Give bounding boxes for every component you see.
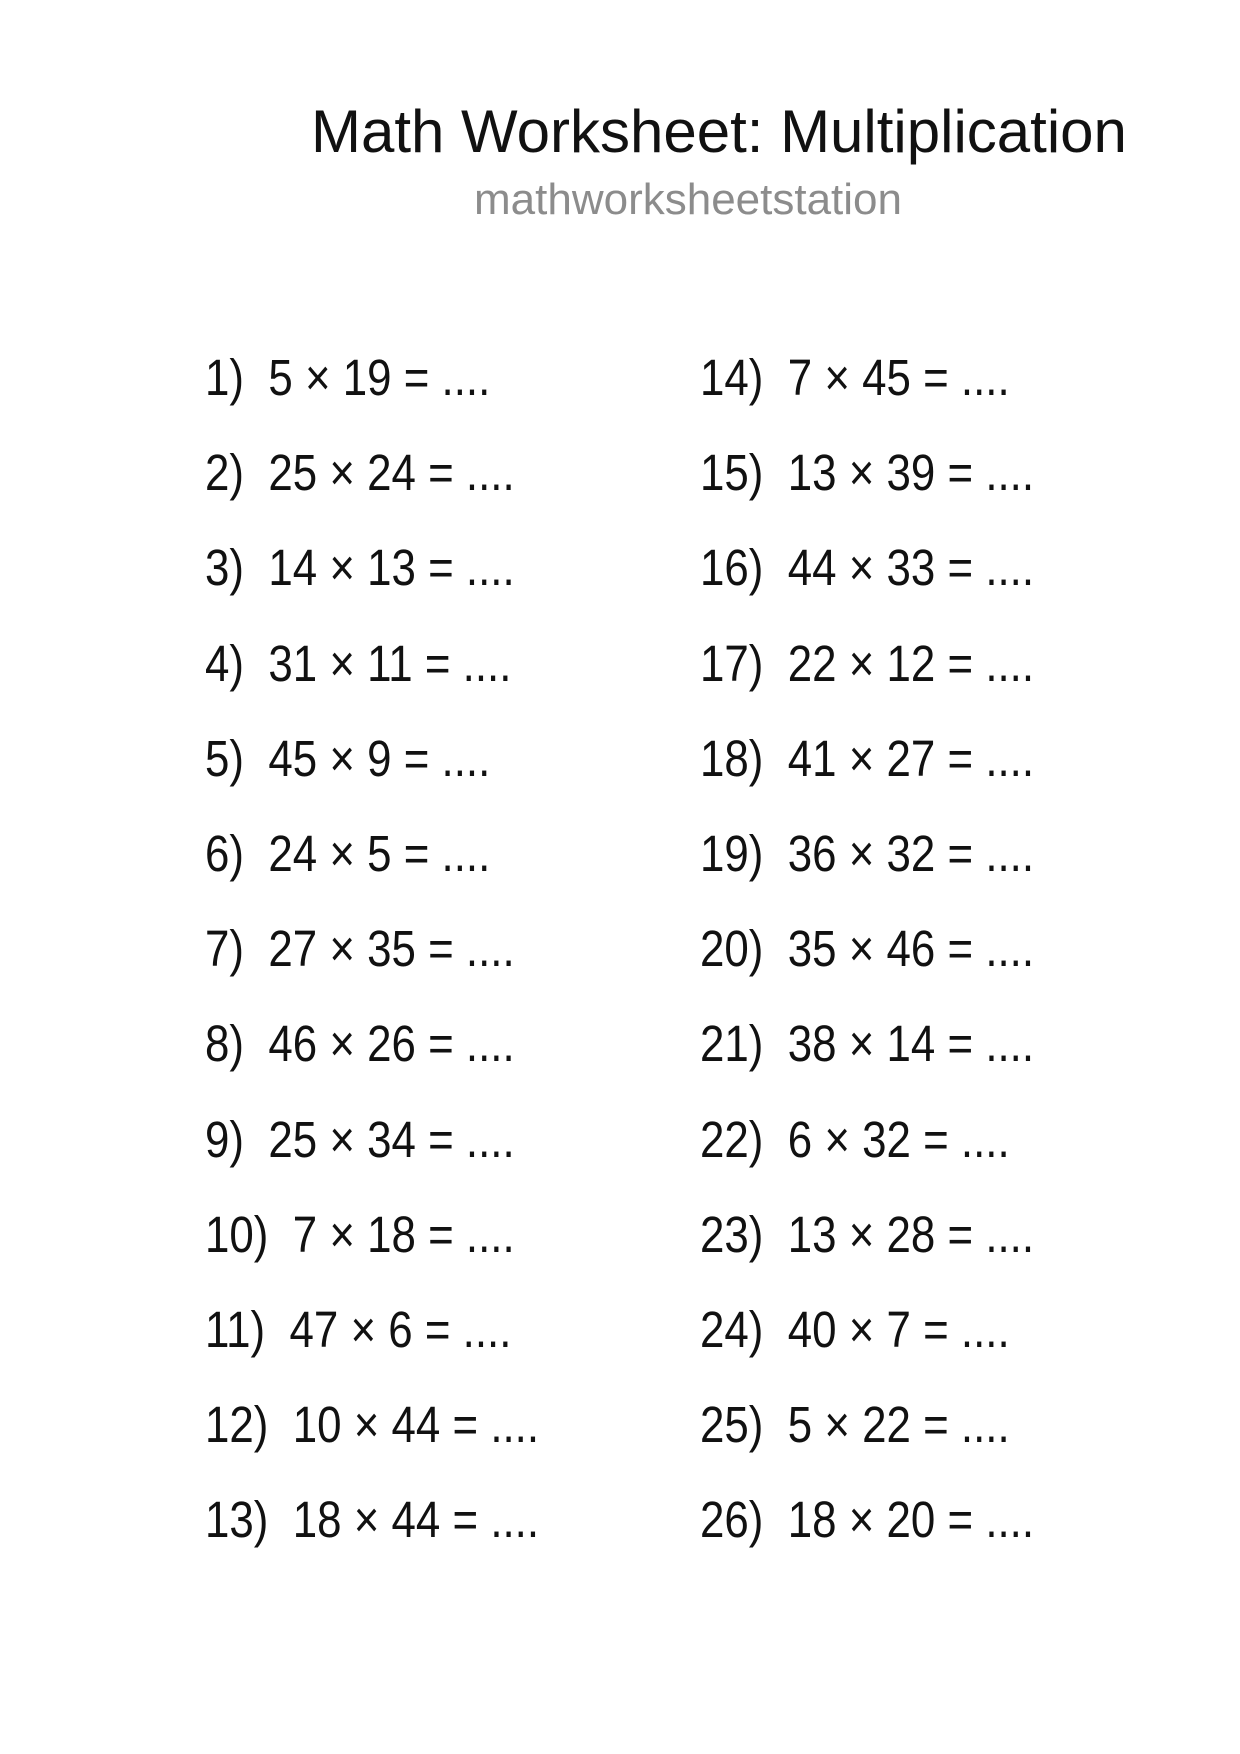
problem-expression: 31 × 11 = .... xyxy=(268,634,512,692)
problem-number: 4) xyxy=(205,634,245,692)
problem-expression: 6 × 32 = .... xyxy=(787,1110,1010,1168)
problem-number: 16) xyxy=(700,539,764,597)
problem-number: 2) xyxy=(205,444,245,502)
problem-row xyxy=(700,711,1182,806)
problem-expression: 18 × 20 = .... xyxy=(787,1491,1035,1549)
problem-expression: 13 × 28 = .... xyxy=(787,1205,1035,1263)
problem-expression: 35 × 46 = .... xyxy=(787,920,1035,978)
page-subtitle: mathworksheetstation xyxy=(474,175,902,224)
problem-expression: 13 × 39 = .... xyxy=(787,444,1035,502)
problem-expression: 14 × 13 = .... xyxy=(268,539,515,597)
problem-expression: 22 × 12 = .... xyxy=(787,634,1035,692)
problem-number: 18) xyxy=(700,729,764,787)
problem-number: 25) xyxy=(700,1396,764,1454)
problem-row xyxy=(205,1187,687,1282)
problem-expression: 25 × 34 = .... xyxy=(268,1110,515,1168)
problem-row xyxy=(700,1092,1182,1187)
problem-expression: 18 × 44 = .... xyxy=(292,1491,540,1549)
problem-number: 13) xyxy=(205,1491,269,1549)
problem-expression: 25 × 24 = .... xyxy=(268,444,515,502)
problem-expression: 46 × 26 = .... xyxy=(268,1015,515,1073)
problem-row xyxy=(205,806,687,901)
problem-number: 20) xyxy=(700,920,764,978)
problem-expression: 44 × 33 = .... xyxy=(787,539,1035,597)
problem-expression: 45 × 9 = .... xyxy=(268,729,491,787)
problem-row xyxy=(205,901,687,996)
problem-row xyxy=(700,806,1182,901)
problems-column-left xyxy=(205,330,765,1567)
problem-row xyxy=(205,996,687,1091)
problem-row xyxy=(205,425,687,520)
problem-number: 1) xyxy=(205,349,245,406)
problem-row xyxy=(205,616,687,711)
problem-row xyxy=(700,520,1182,615)
problem-row xyxy=(205,1377,687,1472)
problem-row xyxy=(205,520,687,615)
problem-expression: 38 × 14 = .... xyxy=(787,1015,1035,1073)
problem-number: 10) xyxy=(205,1205,269,1263)
problem-expression: 7 × 45 = .... xyxy=(787,349,1010,406)
problem-number: 22) xyxy=(700,1110,764,1168)
problem-row xyxy=(700,1187,1182,1282)
problems-column-right xyxy=(700,330,1240,1567)
problem-number: 6) xyxy=(205,824,245,882)
problem-expression: 24 × 5 = .... xyxy=(268,824,491,882)
problem-number: 26) xyxy=(700,1491,764,1549)
problem-row xyxy=(700,1377,1182,1472)
problem-number: 8) xyxy=(205,1015,245,1073)
problem-number: 24) xyxy=(700,1300,764,1358)
problem-row xyxy=(700,1282,1182,1377)
problem-expression: 40 × 7 = .... xyxy=(787,1300,1010,1358)
problem-row xyxy=(700,330,1182,425)
problem-row xyxy=(700,1472,1182,1567)
problem-row xyxy=(205,1092,687,1187)
problem-number: 7) xyxy=(205,920,245,978)
problem-number: 5) xyxy=(205,729,245,787)
problem-number: 23) xyxy=(700,1205,764,1263)
problem-number: 15) xyxy=(700,444,764,502)
problem-expression: 7 × 18 = .... xyxy=(292,1205,515,1263)
problem-expression: 5 × 19 = .... xyxy=(268,349,491,406)
problem-number: 11) xyxy=(205,1300,266,1358)
page-title: Math Worksheet: Multiplication xyxy=(311,98,1127,165)
problem-row xyxy=(205,711,687,806)
problem-row xyxy=(700,996,1182,1091)
problem-row xyxy=(700,616,1182,711)
problem-expression: 36 × 32 = .... xyxy=(787,824,1035,882)
problem-number: 19) xyxy=(700,824,764,882)
problem-expression: 10 × 44 = .... xyxy=(292,1396,540,1454)
problem-expression: 41 × 27 = .... xyxy=(787,729,1035,787)
problem-row xyxy=(205,1282,687,1377)
problem-expression: 47 × 6 = .... xyxy=(289,1300,512,1358)
problem-number: 12) xyxy=(205,1396,269,1454)
problem-row xyxy=(700,901,1182,996)
problem-row xyxy=(205,1472,687,1567)
problem-row xyxy=(205,330,687,425)
problem-row xyxy=(700,425,1182,520)
problem-expression: 27 × 35 = .... xyxy=(268,920,515,978)
problem-number: 14) xyxy=(700,349,764,406)
problem-expression: 5 × 22 = .... xyxy=(787,1396,1010,1454)
problem-number: 3) xyxy=(205,539,245,597)
problem-number: 21) xyxy=(700,1015,764,1073)
problem-number: 9) xyxy=(205,1110,245,1168)
problem-number: 17) xyxy=(700,634,764,692)
